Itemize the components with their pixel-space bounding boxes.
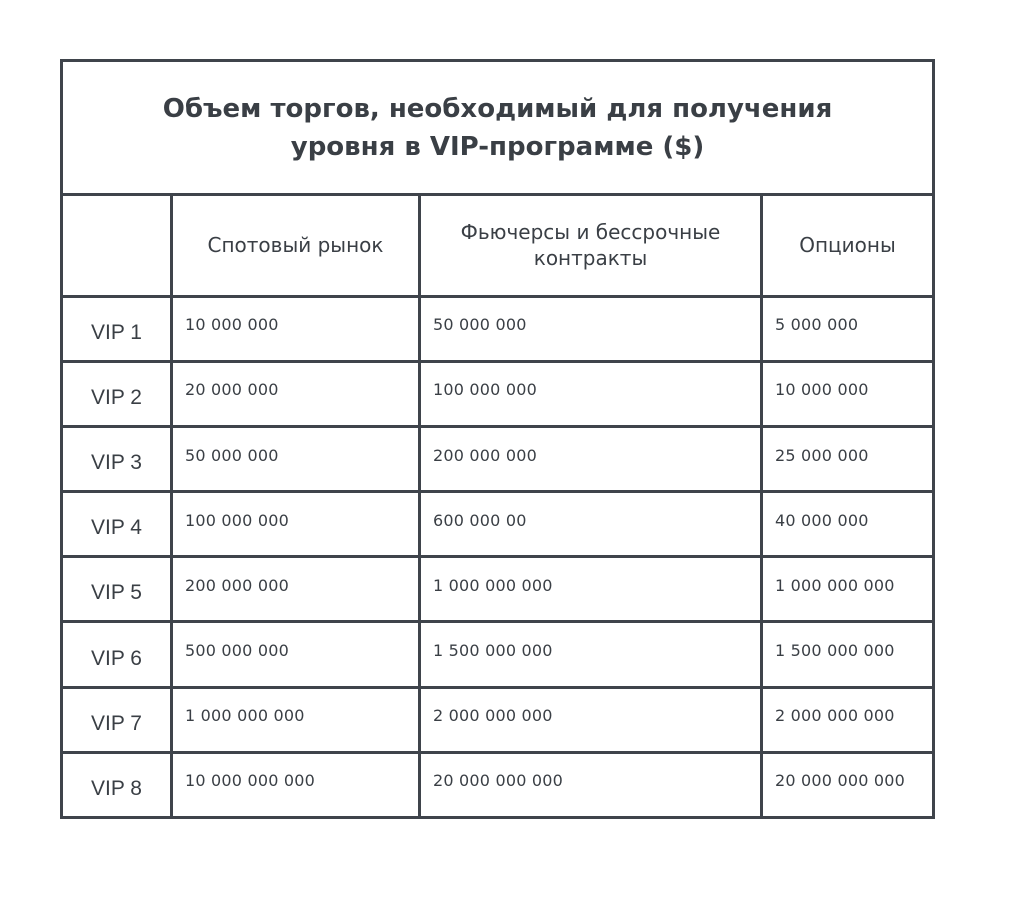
futures-volume: 100 000 000 bbox=[420, 361, 762, 426]
table-row bbox=[62, 557, 934, 622]
futures-volume: 600 000 00 bbox=[420, 492, 762, 557]
table-title-line-1: Объем торгов, необходимый для получения bbox=[162, 93, 833, 124]
futures-volume: 2 000 000 000 bbox=[420, 687, 762, 752]
futures-volume: 200 000 000 bbox=[420, 426, 762, 491]
header-empty bbox=[62, 195, 172, 296]
table-row bbox=[62, 296, 934, 361]
vip-level-label: VIP 4 bbox=[62, 492, 172, 557]
futures-volume: 1 000 000 000 bbox=[420, 557, 762, 622]
futures-volume: 50 000 000 bbox=[420, 296, 762, 361]
table-title-line-2: уровня в VIP-программе ($) bbox=[290, 131, 705, 162]
vip-volume-table bbox=[60, 59, 935, 819]
vip-level-label: VIP 8 bbox=[62, 752, 172, 817]
table-header-row bbox=[62, 195, 934, 296]
vip-level-label: VIP 5 bbox=[62, 557, 172, 622]
spot-volume: 500 000 000 bbox=[172, 622, 420, 687]
vip-level-label: VIP 3 bbox=[62, 426, 172, 491]
options-volume: 10 000 000 bbox=[762, 361, 934, 426]
header-futures: Фьючерсы и бессрочные контракты bbox=[420, 195, 762, 296]
vip-level-label: VIP 2 bbox=[62, 361, 172, 426]
table-row bbox=[62, 752, 934, 817]
table-row bbox=[62, 687, 934, 752]
futures-volume: 1 500 000 000 bbox=[420, 622, 762, 687]
options-volume: 2 000 000 000 bbox=[762, 687, 934, 752]
vip-level-label: VIP 1 bbox=[62, 296, 172, 361]
table-row bbox=[62, 492, 934, 557]
spot-volume: 100 000 000 bbox=[172, 492, 420, 557]
spot-volume: 200 000 000 bbox=[172, 557, 420, 622]
spot-volume: 10 000 000 bbox=[172, 296, 420, 361]
options-volume: 40 000 000 bbox=[762, 492, 934, 557]
table-title bbox=[62, 61, 934, 195]
options-volume: 25 000 000 bbox=[762, 426, 934, 491]
options-volume: 5 000 000 bbox=[762, 296, 934, 361]
options-volume: 1 000 000 000 bbox=[762, 557, 934, 622]
header-options: Опционы bbox=[762, 195, 934, 296]
options-volume: 20 000 000 000 bbox=[762, 752, 934, 817]
spot-volume: 20 000 000 bbox=[172, 361, 420, 426]
vip-level-label: VIP 6 bbox=[62, 622, 172, 687]
options-volume: 1 500 000 000 bbox=[762, 622, 934, 687]
header-spot: Спотовый рынок bbox=[172, 195, 420, 296]
spot-volume: 50 000 000 bbox=[172, 426, 420, 491]
table-row bbox=[62, 622, 934, 687]
table-title-row bbox=[62, 61, 934, 195]
spot-volume: 10 000 000 000 bbox=[172, 752, 420, 817]
table-row bbox=[62, 426, 934, 491]
spot-volume: 1 000 000 000 bbox=[172, 687, 420, 752]
vip-level-label: VIP 7 bbox=[62, 687, 172, 752]
table-row bbox=[62, 361, 934, 426]
futures-volume: 20 000 000 000 bbox=[420, 752, 762, 817]
